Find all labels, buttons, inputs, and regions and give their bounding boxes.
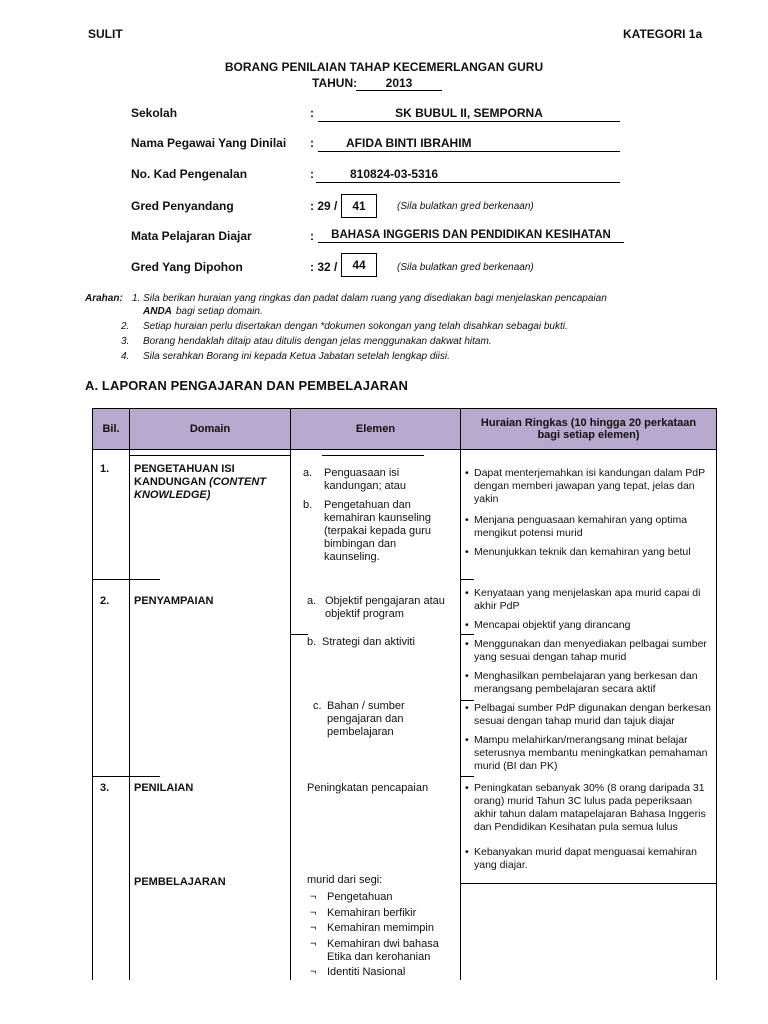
table-header-bil: Bil. (92, 408, 130, 450)
sub-item: ¬ Kemahiran dwi bahasa Etika dan kerohanian (310, 938, 439, 963)
table-divider (130, 579, 160, 580)
arahan-num: 3. (121, 336, 130, 347)
huraian-item: • Menggunakan dan menyediakan pelbagai sumber yang sesuai dengan tahap murid (465, 638, 707, 663)
arahan-anda: ANDA (143, 306, 172, 317)
field-value-sekolah: SK BUBUL II, SEMPORNA (318, 106, 620, 122)
row-bil: 2. (100, 595, 110, 607)
field-colon: : (310, 106, 314, 120)
field-colon-gred: : 29 / (310, 199, 338, 213)
element-text: Penguasaan isi kandungan; atau (324, 467, 406, 492)
header-sulit: SULIT (88, 27, 123, 41)
bullet-icon: • (465, 734, 469, 746)
table-divider (460, 579, 474, 580)
arahan-num: 2. (121, 321, 130, 332)
element-marker: a. (303, 467, 313, 479)
huraian-item: • Mampu melahirkan/merangsang minat belajar seterusnya membantu meningkatkan pemahaman murid (BI dan PK) (465, 734, 708, 772)
not-sign-icon: ¬ (310, 922, 317, 934)
table-divider (460, 776, 474, 777)
gred-note: (Sila bulatkan gred berkenaan) (397, 262, 534, 273)
bullet-icon: • (465, 587, 469, 599)
sub-item: ¬ Kemahiran memimpin (310, 922, 434, 934)
element-text: Objektif pengajaran atau objektif program (325, 595, 445, 620)
table-divider (92, 776, 130, 777)
element-marker: c. (313, 700, 322, 712)
table-divider (130, 776, 160, 777)
row-bil: 1. (100, 463, 110, 475)
bullet-icon: • (465, 546, 469, 558)
bullet-icon: • (465, 702, 469, 714)
row-domain: PENGETAHUAN ISI KANDUNGAN (CONTENT KNOWLEDGE) (134, 463, 266, 501)
table-divider (92, 579, 130, 580)
element-text: murid dari segi: (307, 874, 383, 886)
arahan-item-1: 1. Sila berikan huraian yang ringkas dan padat dalam ruang yang disediakan bagi menjelaskan pencapaian (132, 293, 607, 304)
field-label-sekolah: Sekolah (131, 106, 178, 120)
element-text: Strategi dan aktiviti (322, 636, 415, 648)
year-value: 2013 (356, 76, 442, 91)
table-border (130, 455, 290, 456)
table-header-huraian: Huraian Ringkas (10 hingga 20 perkataan bagi setiap elemen) (460, 408, 717, 450)
arahan-item-2: Setiap huraian perlu disertakan dengan *dokumen sokongan yang telah disahkan sebagai bukti. (143, 321, 568, 332)
table-header-elemen: Elemen (290, 408, 461, 450)
table-border (716, 450, 717, 980)
huraian-item: • Menghasilkan pembelajaran yang berkesan dan merangsang pembelajaran secara aktif (465, 670, 698, 695)
field-value-kad: 810824-03-5316 (316, 167, 620, 183)
row-domain-en: (CONTENT KNOWLEDGE) (134, 476, 266, 501)
row-bil: 3. (100, 782, 110, 794)
element-text: Pengetahuan dan kemahiran kaunseling (terpakai kepada guru bimbingan dan kaunseling. (324, 499, 432, 563)
element-marker: b. (307, 636, 317, 648)
arahan-label: Arahan: (85, 293, 123, 304)
table-divider (290, 634, 308, 635)
huraian-item: • Menunjukkan teknik dan kemahiran yang betul (465, 546, 691, 558)
field-colon: : (310, 229, 314, 243)
element-marker: b. (303, 499, 313, 511)
field-label-kad: No. Kad Pengenalan (131, 167, 248, 181)
table-divider (460, 700, 474, 701)
field-colon: : (310, 136, 314, 150)
arahan-num: 4. (121, 351, 130, 362)
year-label: TAHUN: (312, 76, 358, 90)
not-sign-icon: ¬ (310, 907, 317, 919)
sub-item: ¬ Identiti Nasional (310, 966, 406, 978)
not-sign-icon: ¬ (310, 966, 317, 978)
field-label-gred-penyandang: Gred Penyandang (131, 199, 234, 213)
huraian-item: • Kenyataan yang menjelaskan apa murid capai di akhir PdP (465, 587, 701, 612)
table-border (129, 450, 130, 980)
sub-item: ¬ Kemahiran berfikir (310, 907, 417, 919)
field-label-mata-pelajaran: Mata Pelajaran Diajar (131, 229, 252, 243)
huraian-item: • Menjana penguasaan kemahiran yang optima mengikut potensi murid (465, 514, 688, 539)
huraian-item: • Dapat menterjemahkan isi kandungan dalam PdP dengan memberi jawapan yang tepat, jelas dan yakin (465, 467, 705, 505)
bullet-icon: • (465, 846, 469, 858)
row-domain: PENILAIAN (134, 782, 194, 794)
bullet-icon: • (465, 514, 469, 526)
table-divider (460, 883, 716, 884)
gred-note: (Sila bulatkan gred berkenaan) (397, 201, 534, 212)
gred-penyandang-box: 41 (341, 194, 377, 218)
bullet-icon: • (465, 619, 469, 631)
arahan-item-3: Borang hendaklah ditaip atau ditulis dengan jelas menggunakan dakwat hitam. (143, 336, 492, 347)
field-value-mata-pelajaran: BAHASA INGGERIS DAN PENDIDIKAN KESIHATAN (318, 229, 624, 243)
huraian-item: • Mencapai objektif yang dirancang (465, 619, 631, 631)
table-border (92, 450, 93, 980)
section-heading: A. LAPORAN PENGAJARAN DAN PEMBELAJARAN (85, 378, 409, 393)
table-header-domain: Domain (129, 408, 291, 450)
bullet-icon: • (465, 638, 469, 650)
huraian-item: • Peningkatan sebanyak 30% (8 orang daripada 31 orang) murid Tahun 3C lulus pada peperiksaan akhir tahun dalam matapelajaran Bahasa Inggeris dan Pendidikan Kesihatan pula semua lulus (465, 782, 706, 833)
row-domain-2: PEMBELAJARAN (134, 876, 226, 888)
huraian-item: • Kebanyakan murid dapat menguasai kemahiran yang diajar. (465, 846, 697, 871)
bullet-icon: • (465, 782, 469, 794)
field-label-gred-dipohon: Gred Yang Dipohon (131, 260, 243, 274)
gred-dipohon-box: 44 (341, 253, 377, 277)
element-marker: a. (307, 595, 317, 607)
field-label-nama: Nama Pegawai Yang Dinilai (131, 136, 287, 150)
table-border (322, 455, 424, 456)
field-value-nama: AFIDA BINTI IBRAHIM (318, 136, 620, 152)
table-border (460, 450, 461, 980)
field-colon-gred: : 32 / (310, 260, 338, 274)
table-border (290, 450, 291, 980)
arahan-item-1-cont: bagi setiap domain. (176, 306, 263, 317)
element-text: Bahan / sumber pengajaran dan pembelajaran (327, 700, 405, 738)
form-title: BORANG PENILAIAN TAHAP KECEMERLANGAN GURU (224, 60, 544, 74)
row-domain: PENYAMPAIAN (134, 595, 214, 607)
not-sign-icon: ¬ (310, 938, 317, 950)
sub-item: ¬ Pengetahuan (310, 891, 393, 903)
bullet-icon: • (465, 467, 469, 479)
table-divider (460, 634, 474, 635)
bullet-icon: • (465, 670, 469, 682)
field-colon: : (310, 167, 314, 181)
huraian-item: • Pelbagai sumber PdP digunakan dengan berkesan sesuai dengan tahap murid dan tajuk diajar (465, 702, 711, 727)
element-text: Peningkatan pencapaian (307, 782, 429, 794)
header-kategori: KATEGORI 1a (623, 27, 703, 41)
not-sign-icon: ¬ (310, 891, 317, 903)
arahan-item-4: Sila serahkan Borang ini kepada Ketua Jabatan setelah lengkap diisi. (143, 351, 450, 362)
